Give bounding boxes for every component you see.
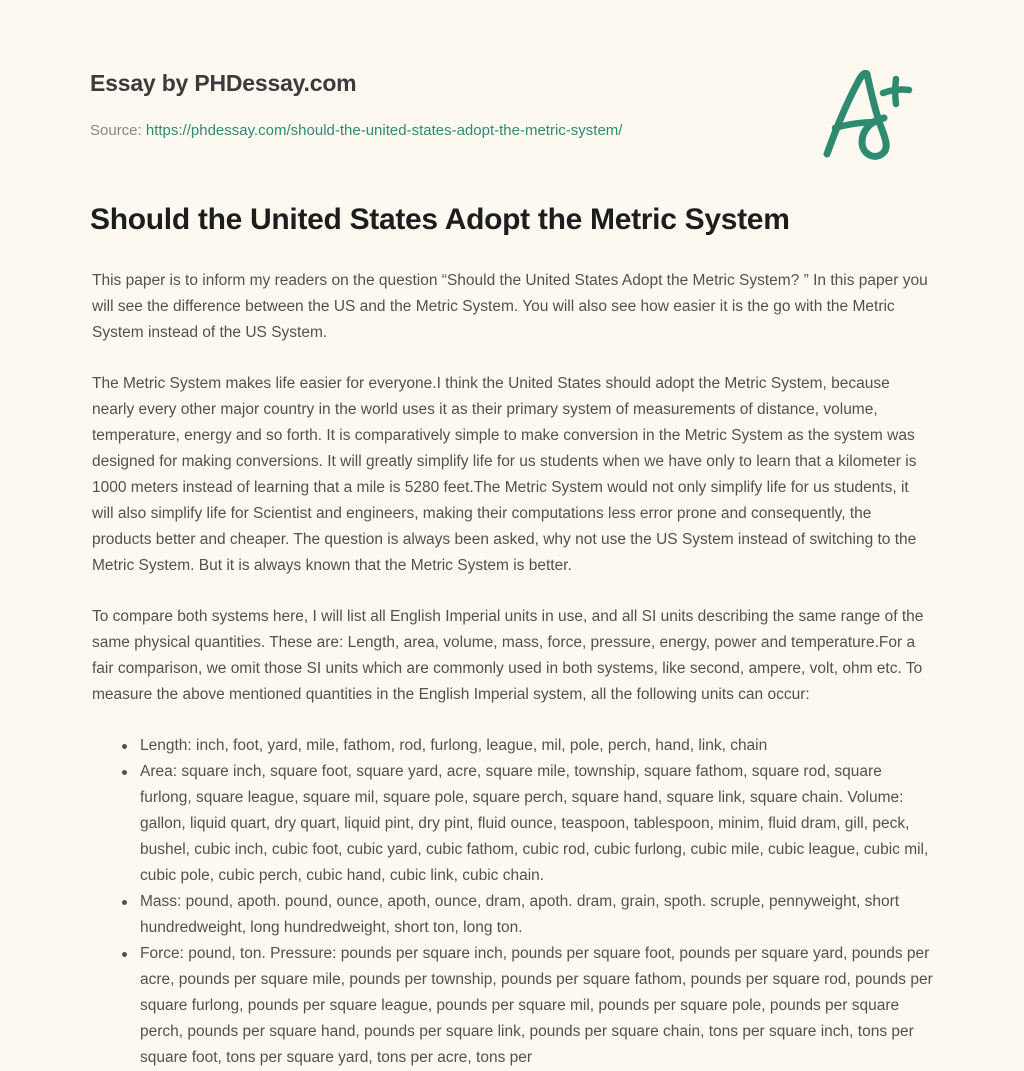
list-item: Mass: pound, apoth. pound, ounce, apoth, ounce, dram, apoth. dram, grain, spoth. scruple, pennyweight, short hundredweight, long hundredweight, short ton, long ton. xyxy=(120,889,934,941)
article-body xyxy=(0,268,1024,1071)
source-url-link[interactable]: https://phdessay.com/should-the-united-states-adopt-the-metric-system/ xyxy=(145,122,623,139)
paragraph: The Metric System makes life easier for everyone.I think the United States should adopt the Metric System, because nearly every other major country in the world uses it as their primary system of measurements of distance, volume, temperature, energy and so forth. It is comparatively simple to make conversion in the Metric System as the system was designed for making conversions. It will greatly simplify life for us students when we have only to learn that a kilometer is 1000 meters instead of learning that a mile is 5280 feet.The Metric System would not only simplify life for us students, it will also simplify life for Scientist and engineers, making their computations less error prone and consequently, the products better and cheaper. The question is always been asked, why not use the US System instead of switching to the Metric System. But it is always known that the Metric System is better. xyxy=(92,375,917,574)
list-item: Length: inch, foot, yard, mile, fathom, rod, furlong, league, mil, pole, perch, hand, link, chain xyxy=(120,733,934,759)
paragraph: To compare both systems here, I will list all English Imperial units in use, and all SI units describing the same range of the same physical quantities. These are: Length, area, volume, mass, force, pressure, energy, power and temperature.For a fair comparison, we omit those SI units which are commonly used in both systems, like second, ampere, volt, ohm etc. To measure the above mentioned quantities in the English Imperial system, all the following units can occur: xyxy=(92,608,924,703)
source-label: Source: xyxy=(90,122,142,139)
list-item: Area: square inch, square foot, square yard, acre, square mile, township, square fathom, square rod, square furlong, square league, square mil, square pole, square perch, square hand, square link, square chain. Volume: gallon, liquid quart, dry quart, liquid pint, dry pint, fluid ounce, teaspoon, tablespoon, minim, fluid dram, gill, peck, bushel, cubic inch, cubic foot, cubic yard, cubic fathom, cubic rod, cubic furlong, cubic mile, cubic league, cubic mil, cubic pole, cubic perch, cubic hand, cubic link, cubic chain. xyxy=(120,759,934,889)
aplus-logo xyxy=(812,62,920,162)
brand-byline: Essay by PHDessay.com xyxy=(90,70,357,96)
list-item: Force: pound, ton. Pressure: pounds per square inch, pounds per square foot, pounds per square yard, pounds per acre, pounds per square mile, pounds per township, pounds per square fathom, pounds per square rod, pounds per square furlong, pounds per square league, pounds per square mil, pounds per square pole, pounds per square perch, pounds per square hand, pounds per square link, pounds per square chain, tons per square inch, tons per square foot, tons per square yard, tons per acre, tons per xyxy=(120,941,934,1071)
page-title: Should the United States Adopt the Metric System xyxy=(90,203,790,236)
paragraph: This paper is to inform my readers on the question “Should the United States Adopt the Metric System? ” In this paper you will see the difference between the US and the Metric System. You will also see how easier it is the go with the Metric System instead of the US System. xyxy=(92,272,928,341)
page-header xyxy=(0,0,1024,200)
units-list xyxy=(92,733,934,1071)
source-line xyxy=(90,122,622,139)
article xyxy=(0,200,1024,1071)
